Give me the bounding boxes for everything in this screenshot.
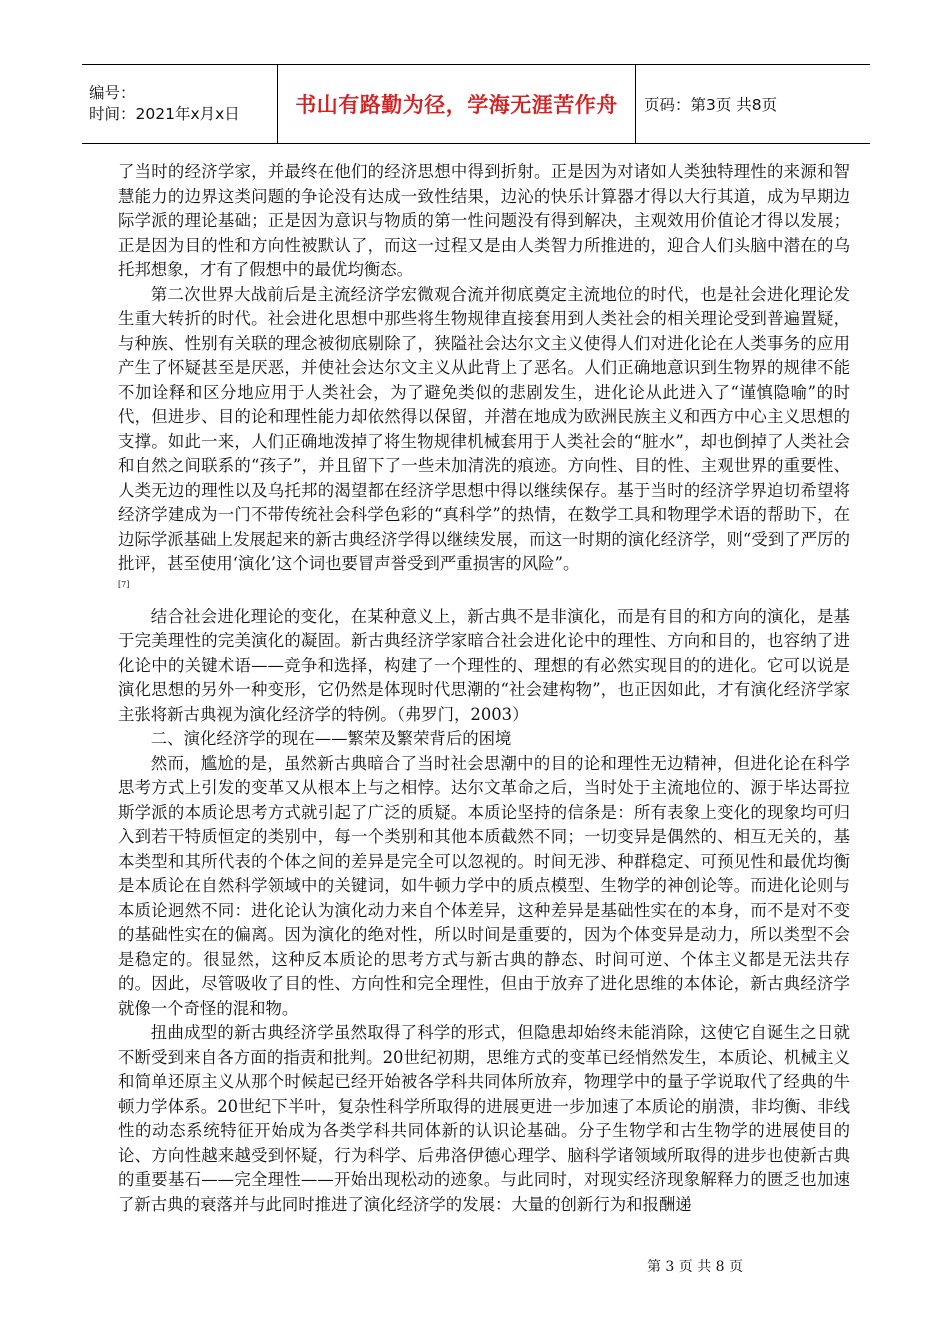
header-meta-cell: [82, 65, 278, 144]
citation-marker: [7]: [118, 579, 130, 589]
body-paragraph: 结合社会进化理论的变化，在某种意义上，新古典不是非演化，而是有目的和方向的演化，是基于完美理性的完美演化的凝固。新古典经济学家暗合社会进化论中的理性、方向和目的，也容纳了进化论中的关键术语——竞争和选择，构建了一个理性的、理想的有必然实现目的的进化。它可以说是演化思想的另外一种变形，它仍然是体现时代思潮的“社会建构物”，也正因如此，才有演化经济学家主张将新古典视为演化经济学的特例。（弗罗门，2003）: [118, 606, 850, 724]
header-motto: 书山有路勤为径，学海无涯苦作舟: [295, 93, 618, 117]
header-page-cell: [636, 65, 871, 144]
header-motto-cell: [278, 65, 636, 144]
body-paragraph: 第二次世界大战前后是主流经济学宏微观合流并彻底奠定主流地位的时代，也是社会进化理论发生重大转折的时代。社会进化思想中那些将生物规律直接套用到人类社会的相关理论受到普遍置疑，与种族、性别有关联的理念被彻底剔除了，狭隘社会达尔文主义使得人们对进化论在人类事务的应用产生了怀疑甚至是厌恶，并使社会达尔文主义从此背上了恶名。人们正确地意识到生物界的规律不能不加诠释和区分地应用于人类社会，为了避免类似的悲剧发生，进化论从此进入了“谨慎隐喻”的时代，但进步、目的论和理性能力却依然得以保留，并潜在地成为欧洲民族主义和西方中心主义思想的支撑。如此一来，人们正确地泼掉了将生物规律机械套用于人类社会的“脏水”，却也倒掉了人类社会和自然之间联系的“孩子”，并且留下了一些未加清洗的痕迹。方向性、目的性、主观世界的重要性、人类无边的理性以及乌托邦的渴望都在经济学思想中得以继续保存。基于当时的经济学界迫切希望将经济学建成为一门不带传统社会科学色彩的“真科学”的热情，在数学工具和物理学术语的帮助下，在边际学派基础上发展起来的新古典经济学得以继续发展，而这一时期的演化经济学，则“受到了严厉的批评，甚至使用‘演化’这个词也要冒声誉受到严重损害的风险”。: [118, 284, 850, 573]
header-page-number: 页码：第3页 共8页: [644, 96, 778, 114]
section-heading: 二、演化经济学的现在——繁荣及繁荣背后的困境: [150, 729, 512, 748]
page-header: [82, 64, 870, 144]
document-number-label: 编号：: [89, 84, 136, 102]
document-body: [118, 160, 850, 1217]
footer-page-number: 第 3 页 共 8 页: [646, 1259, 744, 1275]
body-paragraph: 扭曲成型的新古典经济学虽然取得了科学的形式，但隐患却始终未能消除，这使它自诞生之日就不断受到来自各方面的指责和批判。20世纪初期，思维方式的变革已经悄然发生，本质论、机械主义和简单还原主义从那个时候起已经开始被各学科共同体所放弃，物理学中的量子学说取代了经典的牛顿力学体系。20世纪下半叶，复杂性科学所取得的进展更进一步加速了本质论的崩溃，非均衡、非线性的动态系统特征开始成为各类学科共同体新的认识论基础。分子生物学和古生物学的进展使目的论、方向性越来越受到怀疑，行为科学、后弗洛伊德心理学、脑科学诸领域所取得的进步也使新古典的重要基石——完全理性——开始出现松动的迹象。与此同时，对现实经济现象解释力的匮乏也加速了新古典的衰落并与此同时推进了演化经济学的发展：大量的创新行为和报酬递: [118, 1023, 850, 1214]
document-time-label: 时间：2021年x月x日: [89, 105, 240, 123]
body-paragraph: 了当时的经济学家，并最终在他们的经济思想中得到折射。正是因为对诸如人类独特理性的来源和智慧能力的边界这类问题的争论没有达成一致性结果，边沁的快乐计算器才得以大行其道，成为早期边际学派的理论基础；正是因为意识与物质的第一性问题没有得到解决，主观效用价值论才得以发展；正是因为目的性和方向性被默认了，而这一过程又是由人类智力所推进的，迎合人们头脑中潜在的乌托邦想象，才有了假想中的最优均衡态。: [118, 162, 850, 279]
body-paragraph: 然而，尴尬的是，虽然新古典暗合了当时社会思潮中的目的论和理性无边精神，但进化论在科学思考方式上引发的变革又从根本上与之相悖。达尔文革命之后，当时处于主流地位的、源于毕达哥拉斯学派的本质论思考方式就引起了广泛的质疑。本质论坚持的信条是：所有表象上变化的现象均可归入到若干特质恒定的类别中，每一个类别和其他本质截然不同；一切变异是偶然的、相互无关的，基本类型和其所代表的个体之间的差异是完全可以忽视的。时间无涉、种群稳定、可预见性和最优均衡是本质论在自然科学领域中的关键词，如牛顿力学中的质点模型、生物学的神创论等。而进化论则与本质论迥然不同：进化论认为演化动力来自个体差异，这种差异是基础性实在的本身，而不是对不变的基础性实在的偏离。因为演化的绝对性，所以时间是重要的，因为个体变异是动力，所以类型不会是稳定的。很显然，这种反本质论的思考方式与新古典的静态、时间可逆、个体主义都是无法共存的。因此，尽管吸收了目的性、方向性和完全理性，但由于放弃了进化思维的本体论，新古典经济学就像一个奇怪的混和物。: [118, 753, 850, 1018]
page-footer: [0, 1256, 950, 1276]
